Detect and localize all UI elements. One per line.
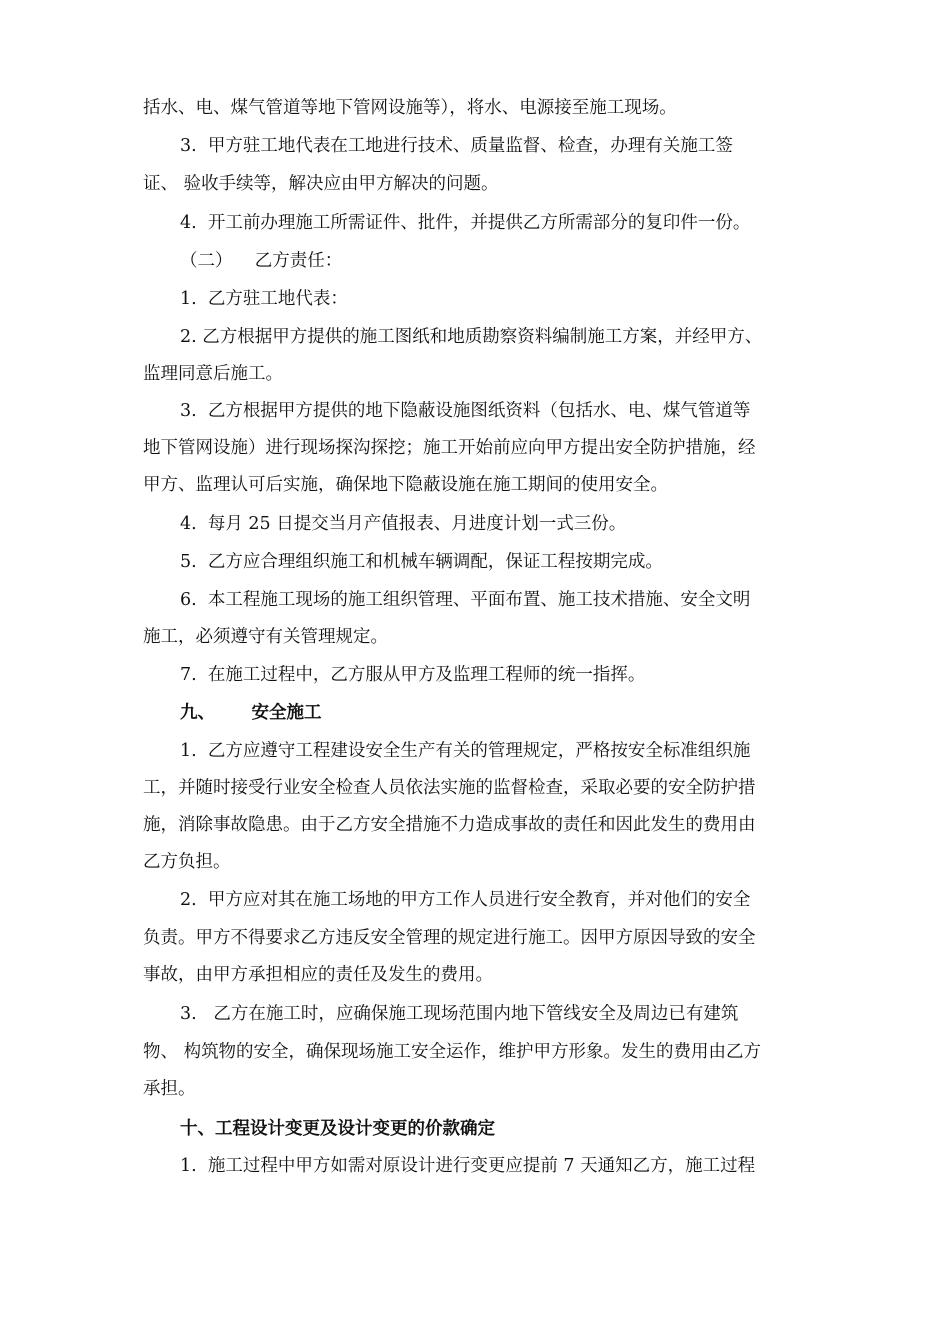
list-item: 4. 每月 25 日提交当月产值报表、月进度计划一式三份。 (180, 514, 627, 534)
body-text-line: 乙方负担。 (143, 852, 231, 872)
body-text-line: 括水、电、煤气管道等地下管网设施等），将水、电源接至施工现场。 (143, 98, 677, 118)
body-text-line: 负责。甲方不得要求乙方违反安全管理的规定进行施工。因甲方原因导致的安全 (143, 928, 756, 948)
list-item: 6. 本工程施工现场的施工组织管理、平面布置、施工技术措施、安全文明 (180, 590, 751, 610)
list-item: 1. 施工过程中甲方如需对原设计进行变更应提前 7 天通知乙方，施工过程 (180, 1156, 756, 1176)
list-item: 1. 乙方应遵守工程建设安全生产有关的管理规定，严格按安全标准组织施 (180, 741, 751, 761)
list-item: 2. 乙方根据甲方提供的施工图纸和地质勘察资料编制施工方案，并经甲方、 (180, 327, 763, 347)
list-item: 3. 乙方在施工时，应确保施工现场范围内地下管线安全及周边已有建筑 (180, 1004, 739, 1024)
body-text-line: 工，并随时接受行业安全检查人员依法实施的监督检查，采取必要的安全防护措 (143, 778, 756, 798)
section-heading: 十、工程设计变更及设计变更的价款确定 (180, 1119, 495, 1139)
body-text-line: 事故，由甲方承担相应的责任及发生的费用。 (143, 965, 493, 985)
body-text-line: 证、 验收手续等，解决应由甲方解决的问题。 (143, 174, 499, 194)
list-item: 1. 乙方驻工地代表： (180, 289, 348, 309)
body-text-line: 甲方、监理认可后实施，确保地下隐蔽设施在施工期间的使用安全。 (143, 475, 668, 495)
body-text-line: 监理同意后施工。 (143, 364, 283, 384)
list-item: 3. 乙方根据甲方提供的地下隐蔽设施图纸资料（包括水、电、煤气管道等 (180, 401, 751, 421)
list-item: 7. 在施工过程中，乙方服从甲方及监理工程师的统一指挥。 (180, 665, 646, 685)
list-item: 5. 乙方应合理组织施工和机械车辆调配，保证工程按期完成。 (180, 552, 663, 572)
list-item: 3. 甲方驻工地代表在工地进行技术、质量监督、检查，办理有关施工签 (180, 136, 733, 156)
body-text-line: 施工，必须遵守有关管理规定。 (143, 627, 388, 647)
body-text-line: 承担。 (143, 1079, 196, 1099)
body-text-line: 物、 构筑物的安全，确保现场施工安全运作，维护甲方形象。发生的费用由乙方 (143, 1042, 762, 1062)
list-item: 4. 开工前办理施工所需证件、批件，并提供乙方所需部分的复印件一份。 (180, 213, 751, 233)
section-heading: 九、 安全施工 (180, 703, 322, 723)
section-subheading: （二） 乙方责任： (180, 251, 343, 271)
body-text-line: 地下管网设施）进行现场探沟探挖；施工开始前应向甲方提出安全防护措施，经 (143, 438, 756, 458)
list-item: 2. 甲方应对其在施工场地的甲方工作人员进行安全教育，并对他们的安全 (180, 890, 751, 910)
body-text-line: 施，消除事故隐患。由于乙方安全措施不力造成事故的责任和因此发生的费用由 (143, 815, 756, 835)
